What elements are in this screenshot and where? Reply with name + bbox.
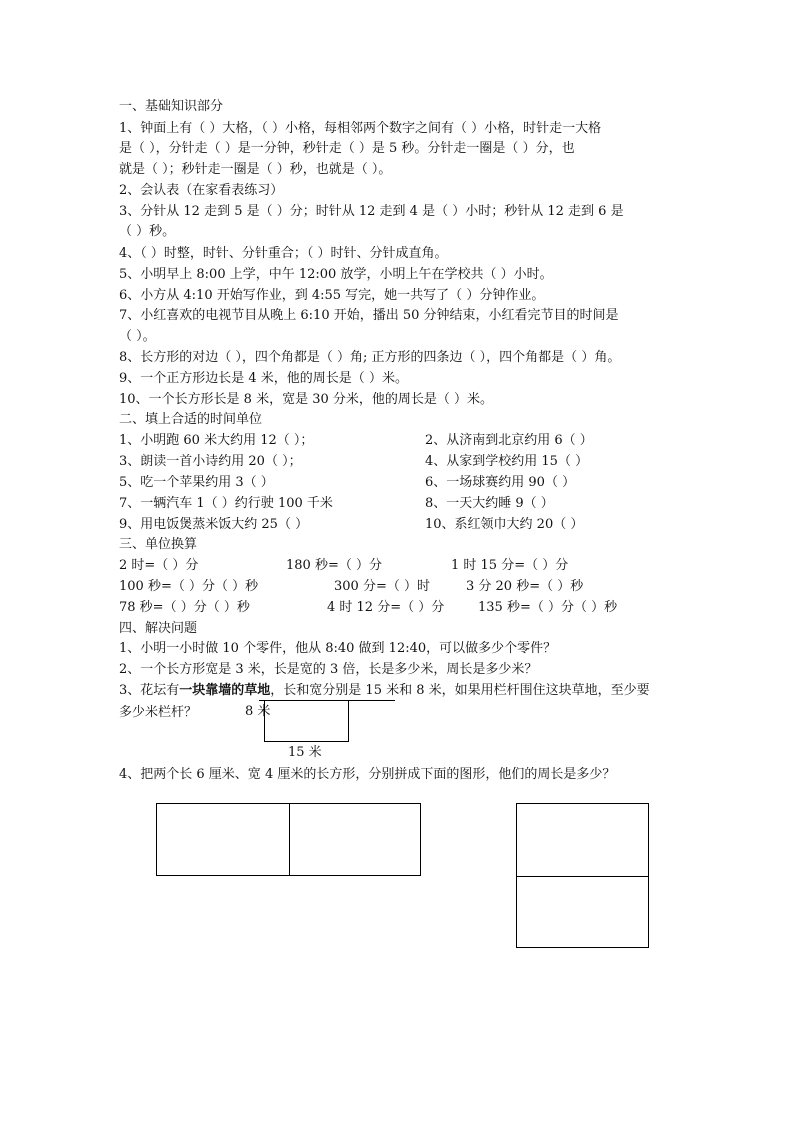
fig-length-label: 15 米: [288, 745, 322, 760]
s1-line-7: 4、（ ）时整，时针、分针重合；（ ）时针、分针成直角。: [119, 246, 448, 261]
horizontal-rect-left: [156, 803, 290, 876]
section-3-title: 三、单位换算: [119, 537, 198, 552]
s3-r1-c2: 180 秒=（ ）分: [286, 558, 382, 573]
s4-q3-pre: 3、花坛有: [119, 683, 180, 698]
s1-line-14: 10、一个长方形长是 8 米，宽是 30 分米，他的周长是（ ）米。: [119, 392, 494, 407]
section-4-title: 四、解决问题: [119, 621, 198, 636]
section-1-title: 一、基础知识部分: [119, 99, 224, 114]
s2-right-1: 2、从济南到北京约用 6（ ）: [425, 433, 593, 448]
s3-r1-c3: 1 时 15 分=（ ）分: [451, 558, 569, 573]
s3-r3-c3: 135 秒=（ ）分（ ）秒: [478, 600, 618, 615]
s1-line-11: （ ）。: [119, 329, 156, 344]
s3-r2-c1: 100 秒=（ ）分（ ）秒: [119, 579, 259, 594]
s1-line-3: 就是（ ）；秒针走一圈是（ ）秒，也就是（ ）。: [119, 162, 392, 177]
vertical-rect-top: [516, 803, 649, 877]
s2-left-3: 5、吃一个苹果约用 3（ ）: [119, 475, 274, 490]
s1-line-6: （ ）秒。: [119, 224, 176, 239]
s4-question-3-line-2: 多少米栏杆？: [119, 705, 198, 720]
s1-line-1: 1、钟面上有（ ）大格，（ ）小格，每相邻两个数字之间有（ ）小格，时针走一大格: [119, 121, 602, 136]
s3-r3-c2: 4 时 12 分=（ ）分: [327, 600, 445, 615]
s1-line-8: 5、小明早上 8:00 上学，中午 12:00 放学，小明上午在学校共（ ）小时。: [119, 267, 553, 282]
s1-line-5: 3、分针从 12 走到 5 是（ ）分；时针从 12 走到 4 是（ ）小时；秒针从 12 走到 6 是: [119, 204, 624, 219]
s2-right-3: 6、一场球赛约用 90（ ）: [425, 475, 576, 490]
s2-left-4: 7、一辆汽车 1（ ）约行驶 100 千米: [119, 496, 333, 511]
s1-line-13: 9、一个正方形边长是 4 米，他的周长是（ ）米。: [119, 371, 408, 386]
s2-right-5: 10、系红领巾大约 20（ ）: [425, 517, 584, 532]
s2-left-2: 3、朗读一首小诗约用 20（ ）；: [119, 454, 302, 469]
s1-line-9: 6、小方从 4:10 开始写作业，到 4:55 写完，她一共写了（ ）分钟作业。: [119, 288, 545, 303]
s2-right-4: 8、一天大约睡 9（ ）: [425, 496, 554, 511]
section-2-title: 二、填上合适的时间单位: [119, 412, 263, 427]
s2-right-2: 4、从家到学校约用 15（ ）: [425, 454, 589, 469]
s3-r1-c1: 2 时=（ ）分: [119, 558, 199, 573]
s4-question-4: 4、把两个长 6 厘米、宽 4 厘米的长方形，分别拼成下面的图形，他们的周长是多少？: [119, 767, 616, 782]
s1-line-2: 是（ ），分针走（ ）是一分钟，秒针走（ ）是 5 秒。分针走一圈是（ ）分，也: [119, 141, 575, 156]
s1-line-4: 2、会认表（在家看表练习）: [119, 183, 284, 198]
s2-left-5: 9、用电饭煲蒸米饭大约 25（ ）: [119, 517, 309, 532]
s3-r2-c3: 3 分 20 秒=（ ）秒: [466, 579, 584, 594]
horizontal-rect-right: [289, 803, 421, 876]
vertical-rect-bottom: [516, 876, 649, 948]
s1-line-10: 7、小红喜欢的电视节目从晚上 6:10 开始，播出 50 分钟结束，小红看完节目的时间是: [119, 308, 619, 323]
s4-question-2: 2、一个长方形宽是 3 米，长是宽的 3 倍，长是多少米，周长是多少米？: [119, 662, 538, 677]
s4-q3-post: ，长和宽分别是 15 米和 8 米，如果用栏杆围住这块草地，至少要: [270, 683, 650, 698]
s2-left-1: 1、小明跑 60 米大约用 12（ ）；: [119, 433, 314, 448]
s3-r3-c1: 78 秒=（ ）分（ ）秒: [119, 600, 250, 615]
s4-question-3-line-1: [119, 681, 650, 700]
s4-question-1: 1、小明一小时做 10 个零件，他从 8:40 做到 12:40，可以做多少个零件？: [119, 641, 557, 656]
s4-q3-bold: 一块靠墙的草地: [179, 683, 271, 698]
s1-line-12: 8、长方形的对边（ ），四个角都是（ ）角; 正方形的四条边（ ），四个角都是（ ）角。: [119, 350, 621, 365]
s3-r2-c2: 300 分=（ ）时: [334, 579, 430, 594]
fig-width-label: 8 米: [245, 704, 271, 719]
grass-rectangle: [264, 700, 349, 742]
